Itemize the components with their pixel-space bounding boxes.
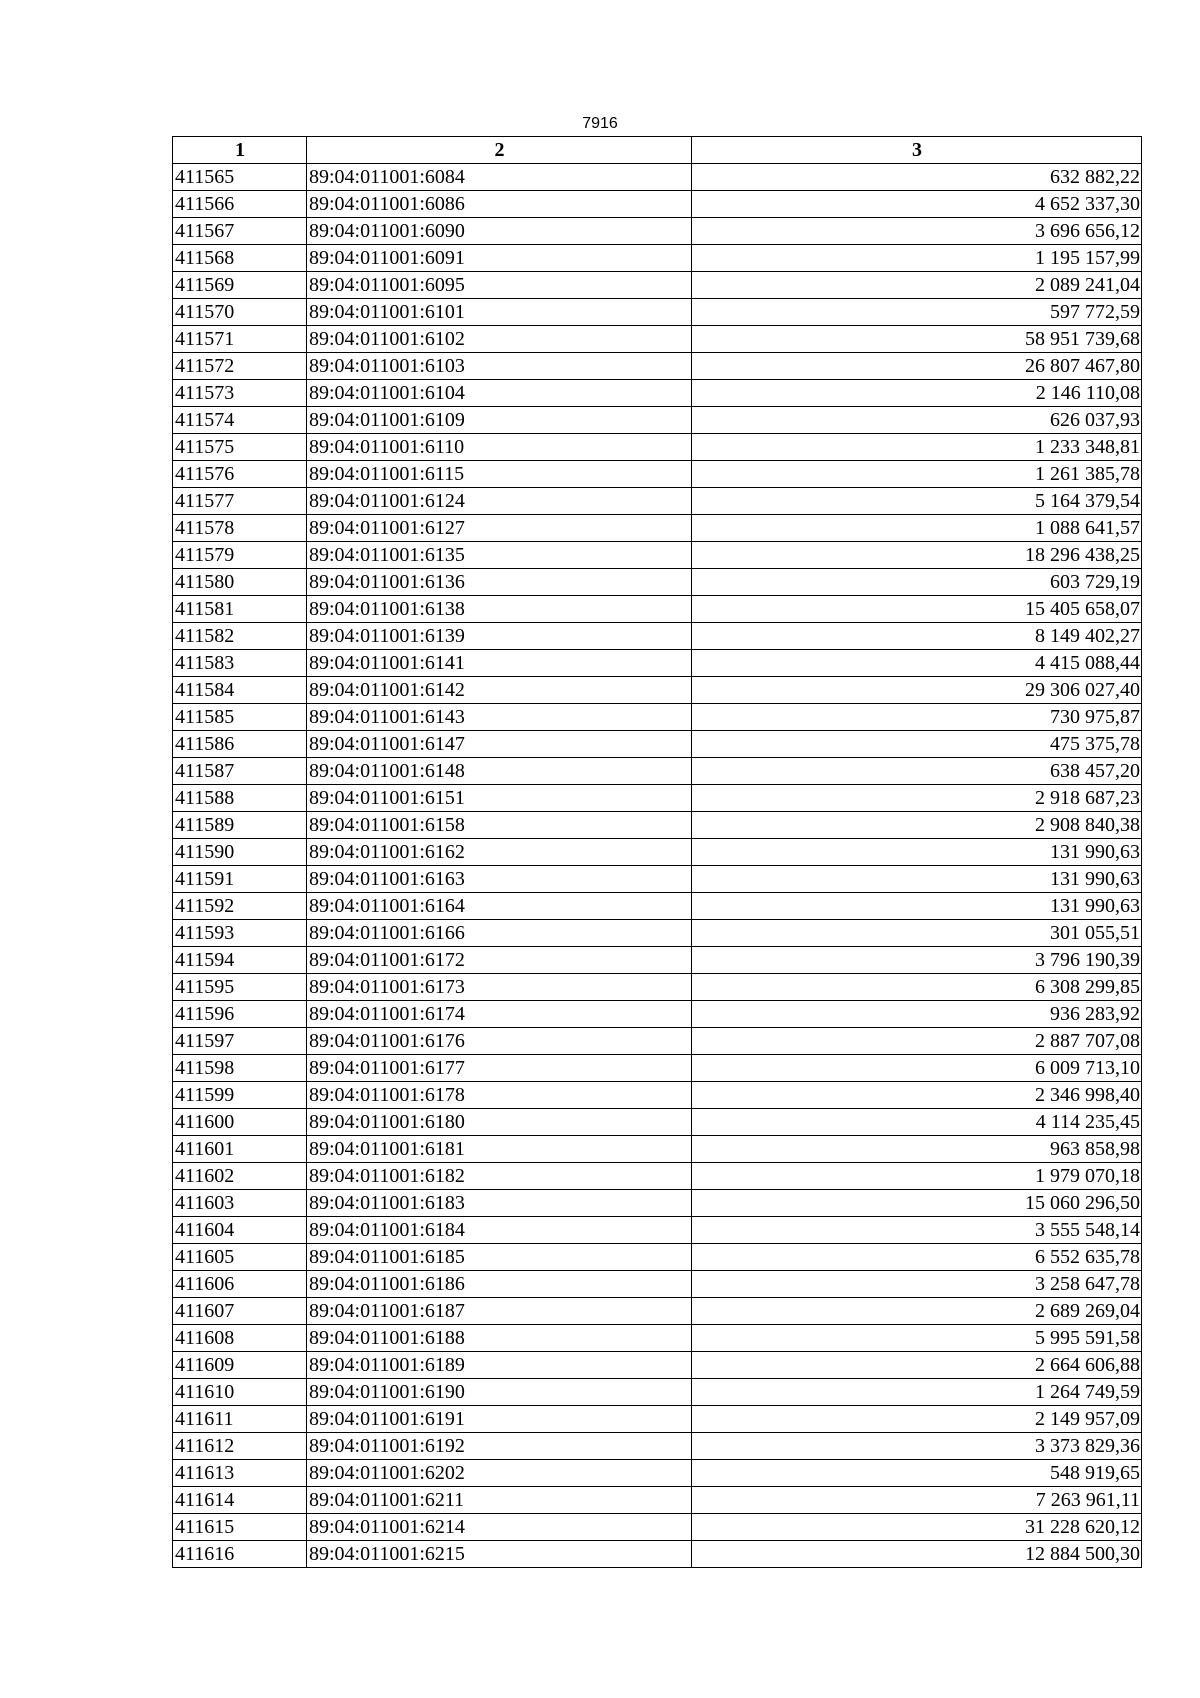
row-number-cell: 411583 [173, 650, 307, 677]
cadastral-number-cell: 89:04:011001:6102 [307, 326, 692, 353]
row-number-cell: 411615 [173, 1514, 307, 1541]
column-header-1: 1 [173, 137, 307, 164]
table-row [173, 191, 1142, 218]
table-header-row [173, 137, 1142, 164]
cadastral-value-cell: 12 884 500,30 [692, 1541, 1142, 1568]
table-row [173, 272, 1142, 299]
table-row [173, 1298, 1142, 1325]
row-number-cell: 411571 [173, 326, 307, 353]
row-number-cell: 411611 [173, 1406, 307, 1433]
column-header-3: 3 [692, 137, 1142, 164]
table-row [173, 245, 1142, 272]
cadastral-number-cell: 89:04:011001:6141 [307, 650, 692, 677]
cadastral-value-cell: 638 457,20 [692, 758, 1142, 785]
cadastral-number-cell: 89:04:011001:6090 [307, 218, 692, 245]
table-row [173, 1082, 1142, 1109]
row-number-cell: 411603 [173, 1190, 307, 1217]
cadastral-number-cell: 89:04:011001:6164 [307, 893, 692, 920]
cadastral-value-cell: 4 114 235,45 [692, 1109, 1142, 1136]
table-row [173, 1109, 1142, 1136]
table-row [173, 623, 1142, 650]
cadastral-value-cell: 2 918 687,23 [692, 785, 1142, 812]
row-number-cell: 411581 [173, 596, 307, 623]
cadastral-number-cell: 89:04:011001:6181 [307, 1136, 692, 1163]
row-number-cell: 411595 [173, 974, 307, 1001]
table-row [173, 461, 1142, 488]
cadastral-number-cell: 89:04:011001:6095 [307, 272, 692, 299]
row-number-cell: 411602 [173, 1163, 307, 1190]
cadastral-value-cell: 936 283,92 [692, 1001, 1142, 1028]
table-row [173, 866, 1142, 893]
row-number-cell: 411596 [173, 1001, 307, 1028]
cadastral-number-cell: 89:04:011001:6186 [307, 1271, 692, 1298]
cadastral-value-cell: 597 772,59 [692, 299, 1142, 326]
row-number-cell: 411568 [173, 245, 307, 272]
cadastral-number-cell: 89:04:011001:6136 [307, 569, 692, 596]
cadastral-number-cell: 89:04:011001:6177 [307, 1055, 692, 1082]
cadastral-number-cell: 89:04:011001:6115 [307, 461, 692, 488]
cadastral-number-cell: 89:04:011001:6091 [307, 245, 692, 272]
table-row [173, 920, 1142, 947]
row-number-cell: 411567 [173, 218, 307, 245]
cadastral-value-cell: 2 146 110,08 [692, 380, 1142, 407]
cadastral-value-cell: 3 796 190,39 [692, 947, 1142, 974]
cadastral-number-cell: 89:04:011001:6190 [307, 1379, 692, 1406]
table-row [173, 596, 1142, 623]
cadastral-value-cell: 603 729,19 [692, 569, 1142, 596]
cadastral-number-cell: 89:04:011001:6086 [307, 191, 692, 218]
row-number-cell: 411565 [173, 164, 307, 191]
cadastral-number-cell: 89:04:011001:6180 [307, 1109, 692, 1136]
table-row [173, 353, 1142, 380]
cadastral-value-cell: 1 264 749,59 [692, 1379, 1142, 1406]
table-row [173, 839, 1142, 866]
cadastral-number-cell: 89:04:011001:6202 [307, 1460, 692, 1487]
cadastral-number-cell: 89:04:011001:6187 [307, 1298, 692, 1325]
row-number-cell: 411577 [173, 488, 307, 515]
table-row [173, 947, 1142, 974]
table-row [173, 1028, 1142, 1055]
cadastral-value-cell: 3 258 647,78 [692, 1271, 1142, 1298]
row-number-cell: 411585 [173, 704, 307, 731]
table-row [173, 218, 1142, 245]
cadastral-number-cell: 89:04:011001:6214 [307, 1514, 692, 1541]
table-row [173, 1541, 1142, 1568]
cadastral-number-cell: 89:04:011001:6147 [307, 731, 692, 758]
table-row [173, 542, 1142, 569]
row-number-cell: 411579 [173, 542, 307, 569]
table-row [173, 650, 1142, 677]
row-number-cell: 411609 [173, 1352, 307, 1379]
row-number-cell: 411606 [173, 1271, 307, 1298]
table-row [173, 1055, 1142, 1082]
cadastral-number-cell: 89:04:011001:6158 [307, 812, 692, 839]
cadastral-value-cell: 1 195 157,99 [692, 245, 1142, 272]
cadastral-value-cell: 730 975,87 [692, 704, 1142, 731]
cadastral-number-cell: 89:04:011001:6142 [307, 677, 692, 704]
cadastral-value-cell: 3 373 829,36 [692, 1433, 1142, 1460]
cadastral-number-cell: 89:04:011001:6139 [307, 623, 692, 650]
cadastral-value-cell: 15 405 658,07 [692, 596, 1142, 623]
row-number-cell: 411598 [173, 1055, 307, 1082]
cadastral-value-cell: 2 089 241,04 [692, 272, 1142, 299]
cadastral-number-cell: 89:04:011001:6185 [307, 1244, 692, 1271]
cadastral-number-cell: 89:04:011001:6172 [307, 947, 692, 974]
row-number-cell: 411590 [173, 839, 307, 866]
cadastral-value-cell: 632 882,22 [692, 164, 1142, 191]
table-row [173, 1433, 1142, 1460]
cadastral-value-cell: 1 088 641,57 [692, 515, 1142, 542]
cadastral-number-cell: 89:04:011001:6182 [307, 1163, 692, 1190]
cadastral-value-cell: 26 807 467,80 [692, 353, 1142, 380]
cadastral-number-cell: 89:04:011001:6191 [307, 1406, 692, 1433]
cadastral-value-cell: 2 664 606,88 [692, 1352, 1142, 1379]
cadastral-number-cell: 89:04:011001:6162 [307, 839, 692, 866]
cadastral-number-cell: 89:04:011001:6192 [307, 1433, 692, 1460]
row-number-cell: 411610 [173, 1379, 307, 1406]
cadastral-value-cell: 475 375,78 [692, 731, 1142, 758]
table-row [173, 515, 1142, 542]
table-row [173, 1001, 1142, 1028]
cadastral-value-cell: 1 233 348,81 [692, 434, 1142, 461]
row-number-cell: 411601 [173, 1136, 307, 1163]
row-number-cell: 411576 [173, 461, 307, 488]
table-row [173, 380, 1142, 407]
row-number-cell: 411591 [173, 866, 307, 893]
table-row [173, 407, 1142, 434]
table-row [173, 893, 1142, 920]
row-number-cell: 411599 [173, 1082, 307, 1109]
column-header-2: 2 [307, 137, 692, 164]
row-number-cell: 411613 [173, 1460, 307, 1487]
table-row [173, 1136, 1142, 1163]
table-row [173, 1325, 1142, 1352]
cadastral-value-cell: 131 990,63 [692, 893, 1142, 920]
row-number-cell: 411574 [173, 407, 307, 434]
table-row [173, 1460, 1142, 1487]
cadastral-value-cell: 548 919,65 [692, 1460, 1142, 1487]
cadastral-value-cell: 4 415 088,44 [692, 650, 1142, 677]
row-number-cell: 411616 [173, 1541, 307, 1568]
row-number-cell: 411578 [173, 515, 307, 542]
cadastral-number-cell: 89:04:011001:6178 [307, 1082, 692, 1109]
row-number-cell: 411597 [173, 1028, 307, 1055]
table-row [173, 974, 1142, 1001]
row-number-cell: 411587 [173, 758, 307, 785]
table-row [173, 1352, 1142, 1379]
row-number-cell: 411580 [173, 569, 307, 596]
cadastral-number-cell: 89:04:011001:6084 [307, 164, 692, 191]
cadastral-number-cell: 89:04:011001:6189 [307, 1352, 692, 1379]
row-number-cell: 411589 [173, 812, 307, 839]
cadastral-number-cell: 89:04:011001:6176 [307, 1028, 692, 1055]
cadastral-value-cell: 131 990,63 [692, 866, 1142, 893]
table-row [173, 488, 1142, 515]
table-row [173, 1217, 1142, 1244]
cadastral-value-cell: 2 346 998,40 [692, 1082, 1142, 1109]
cadastral-value-cell: 963 858,98 [692, 1136, 1142, 1163]
cadastral-value-cell: 29 306 027,40 [692, 677, 1142, 704]
table-row [173, 1244, 1142, 1271]
cadastral-value-cell: 18 296 438,25 [692, 542, 1142, 569]
cadastral-number-cell: 89:04:011001:6110 [307, 434, 692, 461]
cadastral-value-cell: 6 308 299,85 [692, 974, 1142, 1001]
cadastral-number-cell: 89:04:011001:6148 [307, 758, 692, 785]
cadastral-value-cell: 626 037,93 [692, 407, 1142, 434]
row-number-cell: 411572 [173, 353, 307, 380]
cadastral-value-cell: 1 979 070,18 [692, 1163, 1142, 1190]
cadastral-value-cell: 2 908 840,38 [692, 812, 1142, 839]
cadastral-number-cell: 89:04:011001:6135 [307, 542, 692, 569]
cadastral-number-cell: 89:04:011001:6174 [307, 1001, 692, 1028]
row-number-cell: 411605 [173, 1244, 307, 1271]
page-number: 7916 [582, 115, 618, 132]
cadastral-value-cell: 2 689 269,04 [692, 1298, 1142, 1325]
cadastral-value-table [172, 136, 1142, 1568]
cadastral-value-cell: 8 149 402,27 [692, 623, 1142, 650]
row-number-cell: 411612 [173, 1433, 307, 1460]
row-number-cell: 411575 [173, 434, 307, 461]
cadastral-value-cell: 2 887 707,08 [692, 1028, 1142, 1055]
row-number-cell: 411593 [173, 920, 307, 947]
cadastral-number-cell: 89:04:011001:6151 [307, 785, 692, 812]
table-row [173, 1379, 1142, 1406]
row-number-cell: 411566 [173, 191, 307, 218]
cadastral-value-cell: 15 060 296,50 [692, 1190, 1142, 1217]
cadastral-number-cell: 89:04:011001:6127 [307, 515, 692, 542]
cadastral-value-cell: 58 951 739,68 [692, 326, 1142, 353]
row-number-cell: 411614 [173, 1487, 307, 1514]
cadastral-number-cell: 89:04:011001:6211 [307, 1487, 692, 1514]
row-number-cell: 411570 [173, 299, 307, 326]
cadastral-number-cell: 89:04:011001:6138 [307, 596, 692, 623]
table-row [173, 326, 1142, 353]
cadastral-value-cell: 131 990,63 [692, 839, 1142, 866]
cadastral-value-cell: 3 696 656,12 [692, 218, 1142, 245]
row-number-cell: 411592 [173, 893, 307, 920]
table-row [173, 704, 1142, 731]
cadastral-number-cell: 89:04:011001:6173 [307, 974, 692, 1001]
cadastral-number-cell: 89:04:011001:6101 [307, 299, 692, 326]
table-row [173, 677, 1142, 704]
row-number-cell: 411604 [173, 1217, 307, 1244]
cadastral-number-cell: 89:04:011001:6143 [307, 704, 692, 731]
row-number-cell: 411586 [173, 731, 307, 758]
table-row [173, 1163, 1142, 1190]
cadastral-value-cell: 1 261 385,78 [692, 461, 1142, 488]
row-number-cell: 411594 [173, 947, 307, 974]
cadastral-number-cell: 89:04:011001:6188 [307, 1325, 692, 1352]
cadastral-number-cell: 89:04:011001:6109 [307, 407, 692, 434]
cadastral-number-cell: 89:04:011001:6183 [307, 1190, 692, 1217]
table-row [173, 164, 1142, 191]
table-row [173, 1406, 1142, 1433]
cadastral-number-cell: 89:04:011001:6124 [307, 488, 692, 515]
row-number-cell: 411582 [173, 623, 307, 650]
table-row [173, 758, 1142, 785]
row-number-cell: 411573 [173, 380, 307, 407]
table-row [173, 812, 1142, 839]
cadastral-number-cell: 89:04:011001:6184 [307, 1217, 692, 1244]
table-row [173, 785, 1142, 812]
cadastral-value-cell: 5 995 591,58 [692, 1325, 1142, 1352]
cadastral-value-cell: 4 652 337,30 [692, 191, 1142, 218]
table-row [173, 1514, 1142, 1541]
cadastral-value-cell: 5 164 379,54 [692, 488, 1142, 515]
cadastral-number-cell: 89:04:011001:6215 [307, 1541, 692, 1568]
row-number-cell: 411569 [173, 272, 307, 299]
row-number-cell: 411608 [173, 1325, 307, 1352]
cadastral-value-cell: 3 555 548,14 [692, 1217, 1142, 1244]
row-number-cell: 411588 [173, 785, 307, 812]
cadastral-value-cell: 6 009 713,10 [692, 1055, 1142, 1082]
table-row [173, 1487, 1142, 1514]
table-row [173, 434, 1142, 461]
table-row [173, 1190, 1142, 1217]
cadastral-number-cell: 89:04:011001:6163 [307, 866, 692, 893]
table-row [173, 731, 1142, 758]
row-number-cell: 411600 [173, 1109, 307, 1136]
cadastral-value-cell: 2 149 957,09 [692, 1406, 1142, 1433]
cadastral-number-cell: 89:04:011001:6104 [307, 380, 692, 407]
table-row [173, 569, 1142, 596]
table-row [173, 1271, 1142, 1298]
cadastral-value-cell: 7 263 961,11 [692, 1487, 1142, 1514]
row-number-cell: 411584 [173, 677, 307, 704]
table-row [173, 299, 1142, 326]
cadastral-value-cell: 301 055,51 [692, 920, 1142, 947]
cadastral-number-cell: 89:04:011001:6166 [307, 920, 692, 947]
cadastral-number-cell: 89:04:011001:6103 [307, 353, 692, 380]
table-body [173, 164, 1142, 1568]
cadastral-value-cell: 31 228 620,12 [692, 1514, 1142, 1541]
row-number-cell: 411607 [173, 1298, 307, 1325]
cadastral-value-cell: 6 552 635,78 [692, 1244, 1142, 1271]
